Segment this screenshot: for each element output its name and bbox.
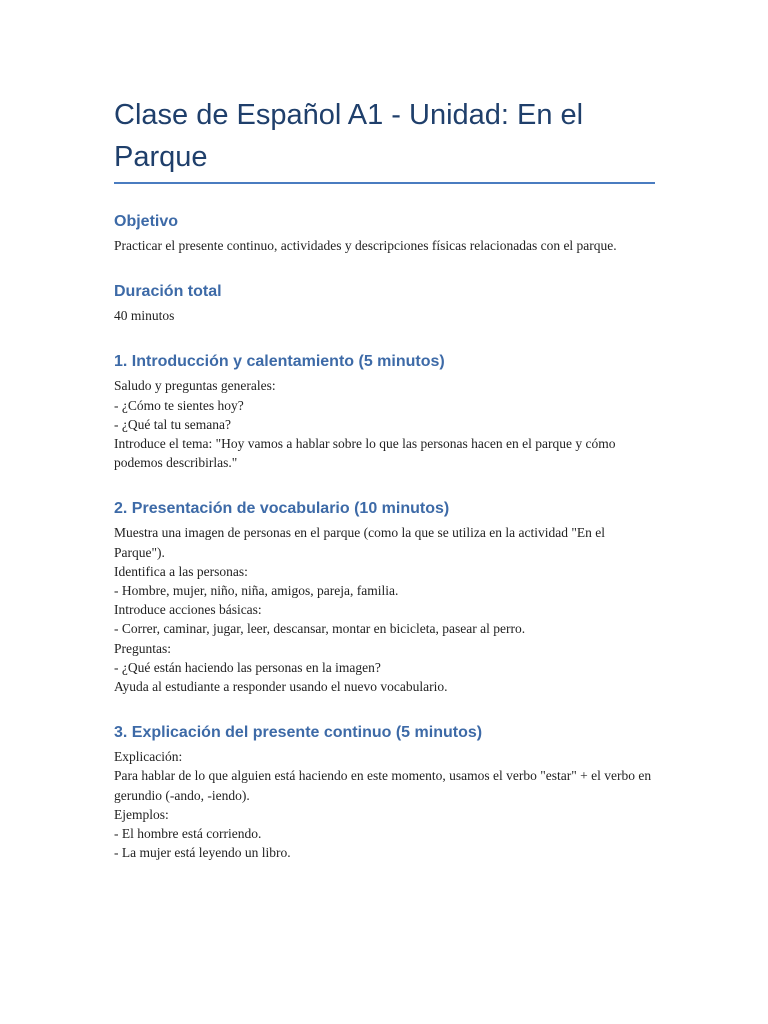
body-line: - Correr, caminar, jugar, leer, descansar, montar en bicicleta, pasear al perro. <box>114 621 526 637</box>
section-heading: 3. Explicación del presente continuo (5 minutos) <box>114 724 483 742</box>
body-line: - ¿Qué tal tu semana? <box>114 416 231 432</box>
body-line: Ejemplos: <box>114 806 169 822</box>
document-page <box>114 94 655 887</box>
body-line: Explicación: <box>114 749 183 765</box>
body-line: - ¿Qué están haciendo las personas en la imagen? <box>114 659 381 675</box>
section-body <box>114 523 655 696</box>
section-body <box>114 747 655 862</box>
body-line: Preguntas: <box>114 640 171 656</box>
body-line: 40 minutos <box>114 308 175 324</box>
section-objetivo <box>114 210 655 255</box>
body-line: Saludo y preguntas generales: <box>114 378 276 394</box>
section-heading: 2. Presentación de vocabulario (10 minutos) <box>114 500 450 518</box>
section-presente-continuo <box>114 721 655 862</box>
body-line: - La mujer está leyendo un libro. <box>114 845 291 861</box>
body-line: - El hombre está corriendo. <box>114 826 262 842</box>
body-line: Introduce acciones básicas: <box>114 602 262 618</box>
section-introduccion <box>114 350 655 472</box>
section-duracion <box>114 280 655 325</box>
body-line: Identifica a las personas: <box>114 563 248 579</box>
body-line: Introduce el tema: "Hoy vamos a hablar sobre lo que las personas hacen en el parque y cómo podemos describirlas." <box>114 436 616 471</box>
section-body <box>114 306 655 325</box>
section-heading: Objetivo <box>114 213 179 230</box>
body-line: Practicar el presente continuo, actividades y descripciones físicas relacionadas con el parque. <box>114 238 617 253</box>
body-line: - ¿Cómo te sientes hoy? <box>114 397 244 413</box>
section-vocabulario <box>114 497 655 696</box>
section-body <box>114 236 655 255</box>
body-line: - Hombre, mujer, niño, niña, amigos, pareja, familia. <box>114 583 399 599</box>
section-body <box>114 376 655 472</box>
body-line: Ayuda al estudiante a responder usando el nuevo vocabulario. <box>114 679 448 695</box>
body-line: Para hablar de lo que alguien está haciendo en este momento, usamos el verbo "estar" + el verbo en gerundio (-ando, -iendo). <box>114 768 652 803</box>
section-heading: Duración total <box>114 283 222 301</box>
document-title: Clase de Español A1 - Unidad: En el Parque <box>114 99 584 173</box>
body-line: Muestra una imagen de personas en el parque (como la que se utiliza en la actividad "En el Parque"). <box>114 525 605 560</box>
section-heading: 1. Introducción y calentamiento (5 minutos) <box>114 353 445 371</box>
title-divider <box>114 182 655 184</box>
